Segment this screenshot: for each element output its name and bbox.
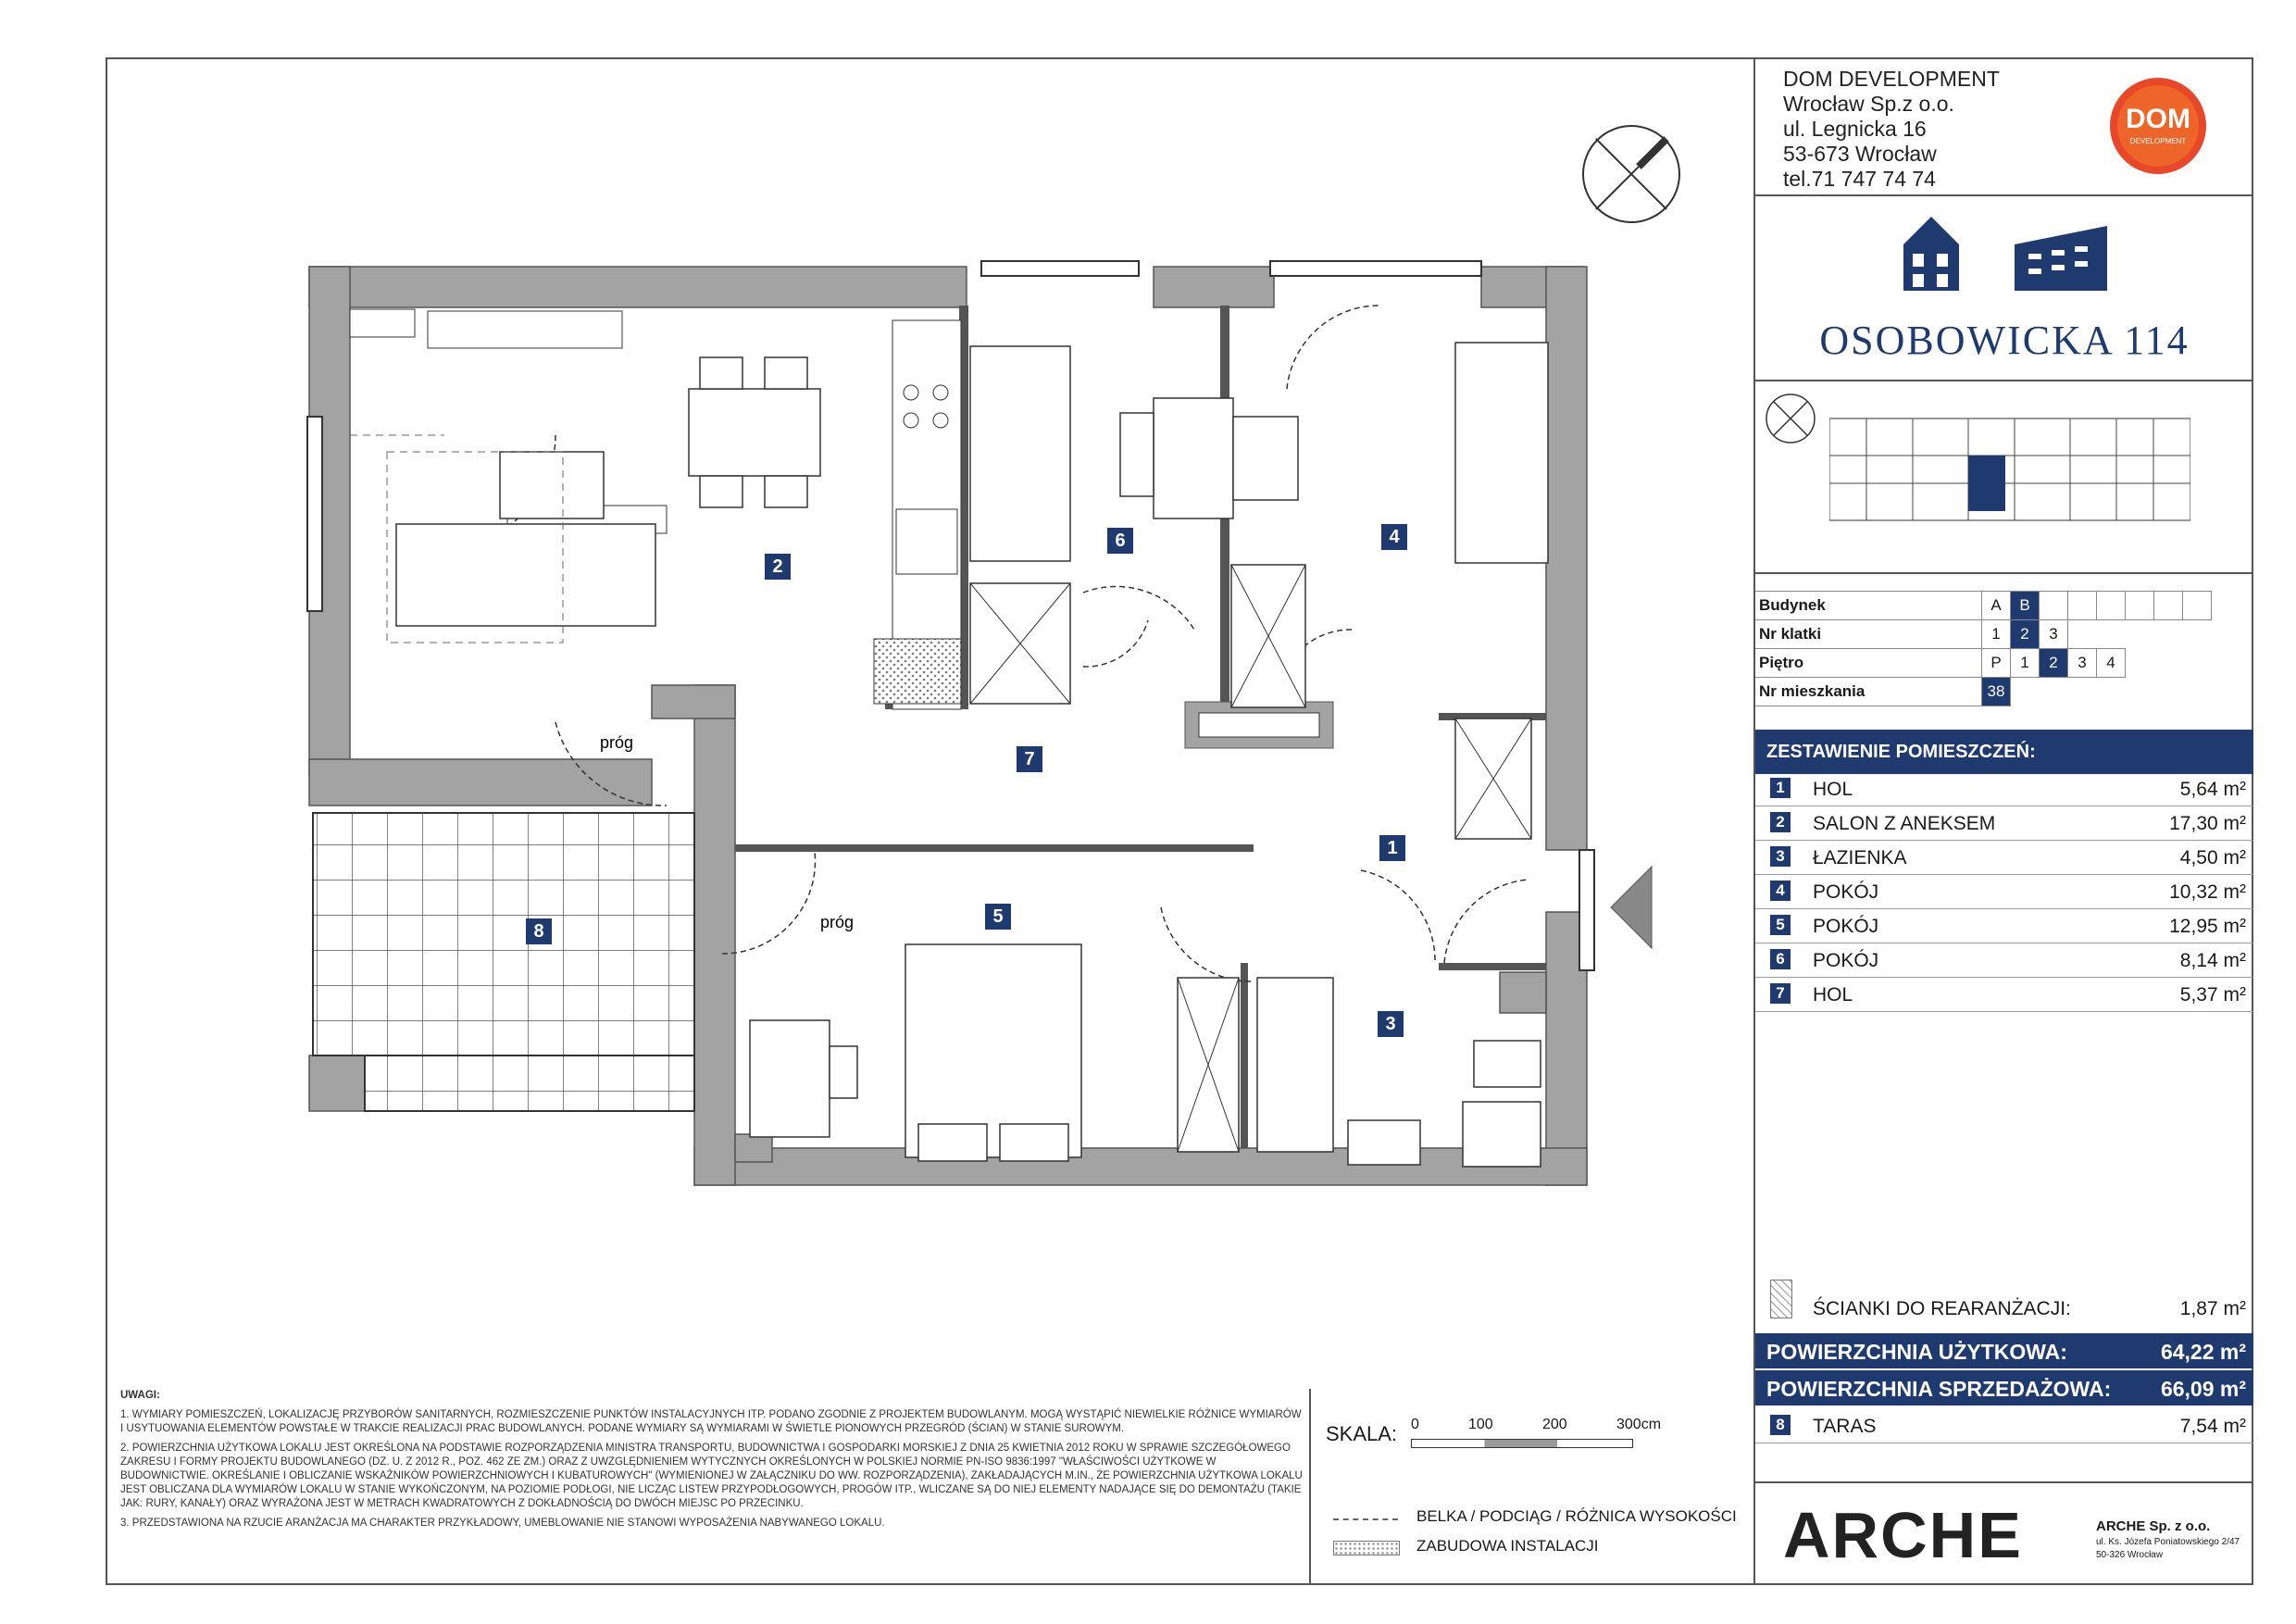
vent bbox=[350, 309, 415, 337]
partition-icon bbox=[1770, 1280, 1792, 1318]
sales-area-value: 66,09 m² bbox=[2160, 1377, 2246, 1401]
notes-title: UWAGI: bbox=[120, 1390, 160, 1401]
shaft-opening bbox=[1199, 713, 1319, 737]
dom-development-logo: DOM DEVELOPMENT bbox=[2102, 76, 2215, 176]
company-legal: Wrocław Sp.z o.o. bbox=[1783, 92, 1954, 116]
staircase-3: 3 bbox=[2040, 620, 2068, 649]
room-row: 1 HOL 5,64 m² bbox=[1755, 772, 2253, 806]
room-tag-2: 2 bbox=[765, 554, 791, 580]
room-row: 4 POKÓJ 10,32 m² bbox=[1755, 875, 2253, 909]
location-table bbox=[1755, 591, 2253, 706]
room-row: 2 SALON Z ANEKSEM 17,30 m² bbox=[1755, 806, 2253, 841]
scale-tick-200: 200 bbox=[1542, 1417, 1567, 1432]
terrace-floor bbox=[313, 813, 694, 1056]
floor-2: 2 bbox=[2040, 649, 2068, 678]
usable-area-value: 64,22 m² bbox=[2160, 1340, 2246, 1364]
installation-legend-label: ZABUDOWA INSTALACJI bbox=[1416, 1537, 1599, 1555]
building-a: A bbox=[1982, 592, 2011, 620]
row-label: Piętro bbox=[1755, 649, 1982, 678]
room-tag-6: 6 bbox=[1107, 528, 1133, 554]
project-title: OSOBOWICKA 114 bbox=[1819, 318, 2190, 363]
usable-area-bar bbox=[1755, 1333, 2253, 1368]
notes bbox=[120, 1389, 1305, 1536]
staircase-1: 1 bbox=[1982, 620, 2011, 649]
architect-address2: 50-326 Wrocław bbox=[2096, 1550, 2164, 1560]
sidebar bbox=[1755, 57, 2253, 1585]
room-row: 7 HOL 5,37 m² bbox=[1755, 978, 2253, 1012]
radiator bbox=[428, 311, 622, 348]
project-logo-icon bbox=[1894, 207, 2135, 300]
apartment-number: 38 bbox=[1982, 678, 2011, 706]
partitions-label: ŚCIANKI DO REARANŻACJI: bbox=[1813, 1298, 2071, 1319]
building-b: B bbox=[2011, 592, 2040, 620]
beam-legend-label: BELKA / PODCIĄG / RÓŻNICA WYSOKOŚCI bbox=[1416, 1507, 1737, 1525]
company-city: 53-673 Wrocław bbox=[1783, 142, 1937, 166]
architect-address1: ul. Ks. Józefa Poniatowskiego 2/47 bbox=[2096, 1537, 2240, 1547]
note-1: 1. WYMIARY POMIESZCZEŃ, LOKALIZACJĘ PRZYBORÓW SANITARNYCH, ROZMIESZCZENIE PUNKTÓW INSTALACYJNYCH ITP. PODANO ZGODNIE Z PROJEKTEM BUDOWLANYM. MOGĄ WYSTĄPIĆ NIEWIELKIE RÓŻNICE WYMIARÓW I USYTUOWANIA ELEMENTÓW POWSTAŁE W TRAKCIE REALIZACJI PRAC BUDOWLANYCH. PODANE WYMIARY SĄ WYMIARAMI W ŚWIETLE PIONOWYCH PRZEGRÓD (ŚCIAN) W STANIE SUROWYM. bbox=[120, 1409, 1302, 1434]
beam-legend-icon bbox=[1333, 1518, 1398, 1520]
arche-logo: ARCHE bbox=[1783, 1499, 2023, 1571]
company-info bbox=[1783, 67, 2000, 192]
sales-area-label: POWIERZCHNIA SPRZEDAŻOWA: bbox=[1766, 1377, 2112, 1401]
room-tag-4: 4 bbox=[1381, 524, 1407, 550]
scale-label: SKALA: bbox=[1326, 1422, 1398, 1445]
room-tag-7: 7 bbox=[1017, 746, 1042, 772]
floor-1: 1 bbox=[2011, 649, 2040, 678]
row-label: Nr mieszkania bbox=[1755, 678, 1982, 706]
rooms-header: ZESTAWIENIE POMIESZCZEŃ: bbox=[1755, 730, 2253, 774]
company-phone: tel.71 747 74 74 bbox=[1783, 167, 1936, 191]
building-key-plan bbox=[1829, 409, 2190, 530]
rooms-list bbox=[1755, 772, 2253, 1012]
threshold-label-2: próg bbox=[820, 913, 855, 931]
mini-compass-icon bbox=[1763, 391, 1818, 446]
installation-box bbox=[874, 639, 961, 704]
divider bbox=[1309, 1389, 1311, 1585]
company-street: ul. Legnicka 16 bbox=[1783, 117, 1927, 141]
sales-area-bar bbox=[1755, 1370, 2253, 1405]
room-row: 5 POKÓJ 12,95 m² bbox=[1755, 909, 2253, 943]
terrace-row: 8 TARAS 7,54 m² bbox=[1755, 1409, 2253, 1443]
scale-tick-300: 300cm bbox=[1616, 1417, 1662, 1432]
scale-tick-0: 0 bbox=[1411, 1417, 1419, 1432]
threshold-label-1: próg bbox=[600, 733, 634, 752]
partitions-area: 1,87 m² bbox=[2179, 1298, 2246, 1319]
note-2: 2. POWIERZCHNIA UŻYTKOWA LOKALU JEST OKREŚLONA NA PODSTAWIE ROZPORZĄDZENIA MINISTRA TRANSPORTU, BUDOWNICTWA I GOSPODARKI MORSKIEJ Z DNIA 25 KWIETNIA 2012 ROKU W SPRAWIE SZCZEGÓŁOWEGO ZAKRESU I FORMY PROJEKTU BUDOWLANEGO (DZ. U. Z 2012 R., POZ. 462 ZE ZM.) ORAZ Z UWZGLĘDNIENIEM WYTYCZNYCH OKREŚLONYCH W POLSKIEJ NORMIE PN-ISO 9836:1997 "WŁAŚCIWOŚCI UŻYTKOWE W BUDOWNICTWIE. OKREŚLANIE I OBLICZANIE WSKAŹNIKÓW POWIERZCHNIOWYCH I KUBATUROWYCH" (WYMIENIONEJ W ZAŁĄCZNIKU DO WW. ROZPORZĄDZENIA), ZAKŁADAJĄCYCH M.IN., ŻE POWIERZCHNIA UŻYTKOWA LOKALU JEST OBLICZANA DLA WYMIARÓW LOKALU W STANIE WYKOŃCZONYM, NA POZIOMIE PODŁOGI, NIE LICZĄC LISTEW PRZYPODŁOGOWYCH, PROGÓW ITP., WLICZANE SĄ DO NIEJ ELEMENTY NADAJĄCE SIĘ DO DEMONTAŻU (TAKIE JAK: RURY, KANAŁY) ORAZ WYRAŻONA JEST W METRACH KWADRATOWYCH Z DOKŁADNOŚCIĄ DO DWÓCH MIEJSC PO PRZECINKU. bbox=[120, 1443, 1303, 1509]
floor-3: 3 bbox=[2068, 649, 2097, 678]
room-tag-3: 3 bbox=[1378, 1011, 1404, 1037]
entrance-arrow-icon bbox=[1611, 867, 1652, 948]
scale-bar bbox=[1411, 1417, 1662, 1463]
room-tag-1: 1 bbox=[1379, 835, 1405, 861]
room-row: 6 POKÓJ 8,14 m² bbox=[1755, 943, 2253, 978]
room-tag-8: 8 bbox=[526, 918, 552, 944]
note-3: 3. PRZEDSTAWIONA NA RZUCIE ARANŻACJA MA CHARAKTER PRZYKŁADOWY, UMEBLOWANIE NIE STANOWI WYPOSAŻENIA NABYWANEGO LOKALU. bbox=[120, 1518, 885, 1529]
installation-legend-icon bbox=[1333, 1541, 1400, 1555]
usable-area-label: POWIERZCHNIA UŻYTKOWA: bbox=[1766, 1340, 2067, 1364]
staircase-2: 2 bbox=[2011, 620, 2040, 649]
floor-p: P bbox=[1982, 649, 2011, 678]
company-name: DOM DEVELOPMENT bbox=[1783, 67, 2000, 91]
row-label: Nr klatki bbox=[1755, 620, 1982, 649]
architect-name: ARCHE Sp. z o.o. bbox=[2096, 1518, 2211, 1534]
row-label: Budynek bbox=[1755, 592, 1982, 620]
terrace-floor-ext bbox=[365, 1056, 694, 1111]
room-row: 3 ŁAZIENKA 4,50 m² bbox=[1755, 841, 2253, 875]
room-tag-5: 5 bbox=[985, 904, 1011, 930]
floor-4: 4 bbox=[2097, 649, 2126, 678]
scale-tick-100: 100 bbox=[1468, 1417, 1493, 1432]
compass-icon bbox=[1583, 126, 1679, 222]
